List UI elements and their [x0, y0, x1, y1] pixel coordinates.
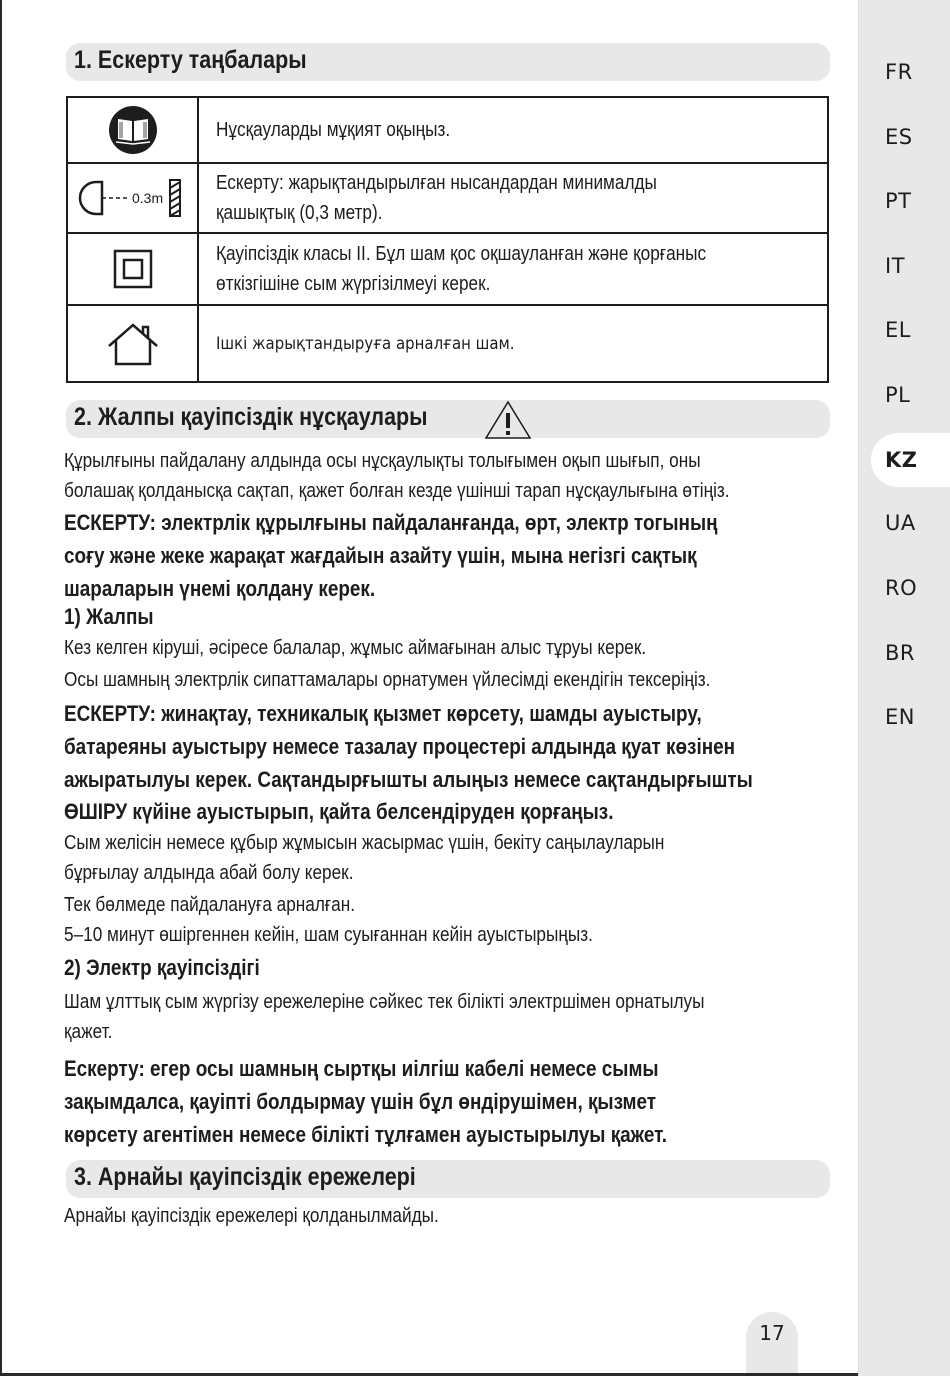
table-row — [68, 304, 827, 381]
warning-symbols-table — [66, 96, 829, 383]
warning-2-line-4: ӨШІРУ күйіне ауыстырып, қайта белсендіруден қорғаңыз. — [64, 799, 614, 824]
symbol-description: Қауіпсіздік класы II. Бұл шам қос оқшауланған және қорғаныс өткізгішіне сым жүргізілмеуі керек. — [216, 243, 707, 295]
lang-tab-es[interactable]: ES — [885, 125, 913, 149]
table-row — [68, 98, 827, 162]
section-1-header — [66, 43, 830, 81]
section-3-header — [66, 1160, 830, 1198]
intro-text-line-1: Құрылғыны пайдалану алдында осы нұсқаулықты толығымен оқып шығып, оны — [64, 450, 701, 472]
general-text-4: Тек бөлмеде пайдалануға арналған. — [64, 894, 356, 916]
warning-triangle-icon — [484, 400, 532, 440]
lang-tab-en[interactable]: EN — [885, 705, 915, 729]
table-text-cell — [216, 306, 807, 381]
min-distance-icon — [78, 176, 188, 220]
general-text-3-line-1: Сым желісін немесе құбыр жұмысын жасырмас үшін, бекіту саңылауларын — [64, 832, 665, 854]
language-sidebar — [858, 0, 950, 1376]
icon-cell — [68, 234, 199, 304]
electrical-text-line-1: Шам ұлттық сым жүргізу ережелеріне сәйкес тек білікті электршімен орнатылуы — [64, 991, 705, 1013]
icon-cell — [68, 98, 199, 162]
warning-3-line-3: көрсету агентімен немесе білікті тұлғамен ауыстырылуы қажет. — [64, 1122, 667, 1147]
warning-3-line-1: Ескерту: егер осы шамның сыртқы иілгіш кабелі немесе сымы — [64, 1056, 659, 1081]
section-1-title: 1. Ескерту таңбалары — [74, 46, 307, 74]
lang-tab-kz[interactable]: KZ — [871, 433, 950, 487]
lang-tab-fr[interactable]: FR — [885, 60, 913, 84]
warning-2-line-3: ажыратылуы керек. Сақтандырғышты алыңыз немесе сақтандырғышты — [64, 767, 753, 792]
general-text-1: Кез келген кіруші, әсіресе балалар, жұмыс аймағынан алыс тұруы керек. — [64, 637, 647, 659]
intro-text-line-2: болашақ қолданысқа сақтап, қажет болған кезде үшінші тарап нұсқаулығына өтіңіз. — [64, 480, 730, 502]
distance-label: 0.3m — [131, 190, 163, 206]
page-frame-left — [0, 0, 2, 1376]
subsection-1-title: 1) Жалпы — [64, 604, 154, 629]
section-2-title: 2. Жалпы қауіпсіздік нұсқаулары — [74, 403, 428, 431]
page-number: 17 — [746, 1312, 798, 1373]
general-text-5: 5–10 минут өшіргеннен кейін, шам суығаннан кейін ауыстырыңыз. — [64, 924, 593, 946]
section-2-header — [66, 400, 830, 438]
lang-tab-br[interactable]: BR — [885, 641, 915, 665]
table-row — [68, 162, 827, 232]
special-rules-text: Арнайы қауіпсіздік ережелері қолданылмайды. — [64, 1205, 439, 1227]
table-text-cell — [216, 164, 807, 232]
lang-tab-el[interactable]: EL — [885, 318, 911, 342]
subsection-2-title: 2) Электр қауіпсіздігі — [64, 955, 260, 980]
warning-3-line-2: зақымдалса, қауіпті болдырмау үшін бұл өндірушімен, қызмет — [64, 1089, 657, 1114]
electrical-text-line-2: қажет. — [64, 1021, 113, 1043]
lang-tab-it[interactable]: IT — [885, 254, 906, 278]
icon-cell — [68, 306, 199, 381]
lang-tab-pt[interactable]: PT — [885, 189, 912, 213]
warning-1-line-3: шараларын үнемі қолдану керек. — [64, 576, 376, 601]
table-text-cell — [216, 98, 807, 162]
symbol-description: Ішкі жарықтандыруға арналған шам. — [216, 333, 515, 354]
table-text-cell — [216, 234, 807, 304]
table-row — [68, 232, 827, 304]
general-text-2: Осы шамның электрлік сипаттамалары орнатумен үйлесімді екендігін тексеріңіз. — [64, 669, 711, 691]
warning-2-line-1: ЕСКЕРТУ: жинақтау, техникалық қызмет көрсету, шамды ауыстыру, — [64, 701, 702, 726]
warning-2-line-2: батареяны ауыстыру немесе тазалау процестері алдында қуат көзінен — [64, 734, 736, 759]
lang-tab-ua[interactable]: UA — [885, 511, 916, 535]
class-ii-icon — [113, 249, 153, 289]
warning-1-line-2: соғу және жеке жарақат жағдайын азайту үшін, мына негізгі сақтық — [64, 543, 697, 568]
section-3-title: 3. Арнайы қауіпсіздік ережелері — [74, 1163, 416, 1191]
warning-1-line-1: ЕСКЕРТУ: электрлік құрылғыны пайдаланғанда, өрт, электр тогының — [64, 510, 718, 535]
symbol-description: Нұсқауларды мұқият оқыңыз. — [216, 119, 451, 141]
read-manual-icon — [108, 105, 158, 155]
icon-cell — [68, 164, 199, 232]
indoor-house-icon — [107, 322, 159, 366]
symbol-description: Ескерту: жарықтандырылған нысандардан минималды қашықтық (0,3 метр). — [216, 172, 657, 224]
general-text-3-line-2: бұрғылау алдында абай болу керек. — [64, 862, 354, 884]
lang-tab-ro[interactable]: RO — [885, 576, 918, 600]
lang-tab-pl[interactable]: PL — [885, 383, 911, 407]
